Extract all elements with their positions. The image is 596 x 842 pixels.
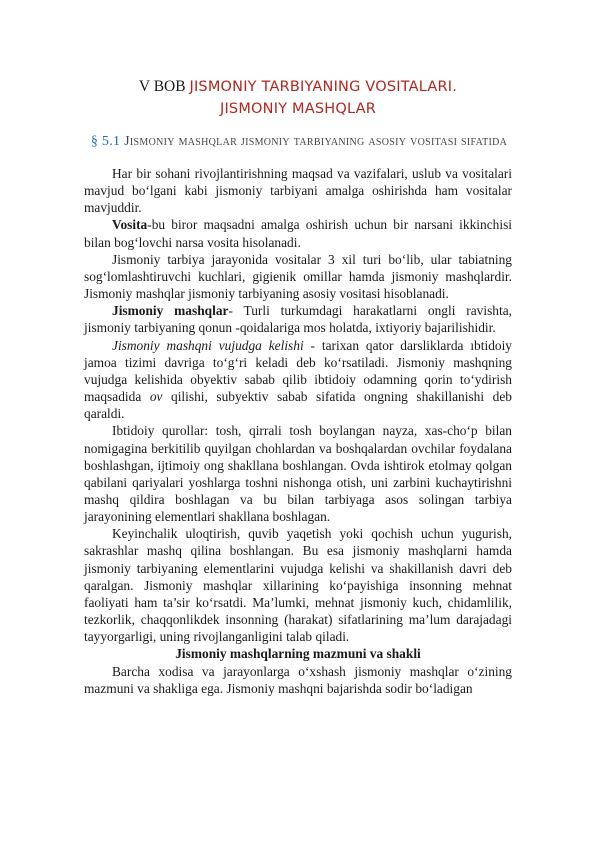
- term-vosita: Vosita: [112, 217, 148, 233]
- paragraph-7: Keyinchalik uloqtirish, quvib yaqetish yoki qochish uchun yugurish, sakrashlar mashq qilina boshlangan. Bu esa jismoniy mashqlarni hamda jismoniy tarbiyaning elementlarini vujudga kelishi va shakillanish davri deb qaralgan. Jismoniy mashqlar xillarining ko‘payishiga insonning mehnat faoliyati ham ta’sir ko‘rsatdi. Ma’lumki, mehnat jismoniy kuch, chidamlilik, tezkorlik, chaqqonlikdek insonning (harakat) sifatlarining ma’lum darajadagi tayyorgarligi, uning rivojlanganligini talab qiladi.: [84, 526, 512, 645]
- paragraph-8: Barcha xodisa va jarayonlarga o‘xshash jismoniy mashqlar o‘zining mazmuni va shakliga ega. Jismoniy mashqni bajarishda sodir bo‘ladigan: [84, 663, 512, 696]
- paragraph-3: Jismoniy tarbiya jarayonida vositalar 3 xil turi bo‘lib, ular tabiatning sog‘lomlashtiruvchi kuchlari, gigienik omillar hamda jismoniy mashqlardir. Jismoniy mashqlar jismoniy tarbiyaning asosiy vositasi hisoblanadi.: [84, 251, 512, 302]
- term-vujudga-kelishi: Jismoniy mashqni vujudga kelishi: [112, 337, 304, 353]
- term-jismoniy-mashqlar: Jismoniy mashqlar: [112, 303, 229, 319]
- chapter-heading-line2: [0, 98, 596, 120]
- paragraph-2: [84, 216, 512, 250]
- paragraph-1: Har bir sohani rivojlantirishning maqsad va vazifalari, uslub va vositalari mavjud bo‘lgani kabi jismoniy tarbiyani amalga oshirishda ham vositalar mavjuddir.: [84, 166, 512, 216]
- paragraph-6: Ibtidoiy qurollar: tosh, qirrali tosh boylangan nayza, xas-cho‘p bilan nomigagina berkitilib quyilgan chohlardan va boshqalardan ovchilar foydalana boshlashgan, ijtimoiy ong shakllana boshlangan. Ovda ishtirok etolmay qolgan qabilani qariyalari yoshlarga toshni nishonga otish, uni zarbini kuchaytirishni mashq qildira boshlagan va bu bilan tarbiyaga asos solingan tarbiya jarayonining elementlari shakllana boshlagan.: [84, 423, 512, 525]
- section-title: Jismoniy mashqlar jismoniy tarbiyaning asosiy vositasi sifatida: [124, 134, 508, 149]
- paragraph-4: [84, 302, 512, 336]
- paragraph-5-text-b: qilishi, subyektiv sabab sifatida ongning shakillanishi deb qaraldi.: [84, 389, 512, 422]
- paragraph-2-text: -bu biror maqsadni amalga oshirish uchun bir narsani ikkinchisi bilan bog‘lovchi narsa vosita hisolanadi.: [84, 217, 512, 250]
- paragraph-4-text: - Turli turkumdagi harakatlarni ongli ravishta, jismoniy tarbiyaning qonun -qoidalariga mos holatda, ixtiyoriy bajarilishidir.: [84, 303, 512, 336]
- paragraph-5: [84, 337, 512, 423]
- paragraph-5-text-a: - tarixan qator darsliklarda ıbtidoiy jamoa tizimi davriga to‘g‘ri keladi deb ko‘rsatiladi. Jismoniy mashqning vujudga kelishida obyektiv sabab qilib ibtidoiy odamning qorin to‘ydirish maqsadida: [84, 337, 512, 405]
- subheading: Jismoniy mashqlarning mazmuni va shakli: [175, 646, 421, 662]
- section-heading: [84, 133, 514, 150]
- italic-ov: ov: [149, 389, 163, 405]
- chapter-number: V BOB: [138, 78, 190, 95]
- chapter-heading-line1: [0, 76, 596, 98]
- section-number: § 5.1: [90, 134, 121, 149]
- chapter-title-line1: JISMONIY TARBIYANING VOSITALARI.: [189, 79, 458, 95]
- chapter-heading: [0, 76, 596, 120]
- chapter-title-line2: JISMONIY MASHQLAR: [219, 101, 377, 117]
- body-text: [84, 165, 512, 697]
